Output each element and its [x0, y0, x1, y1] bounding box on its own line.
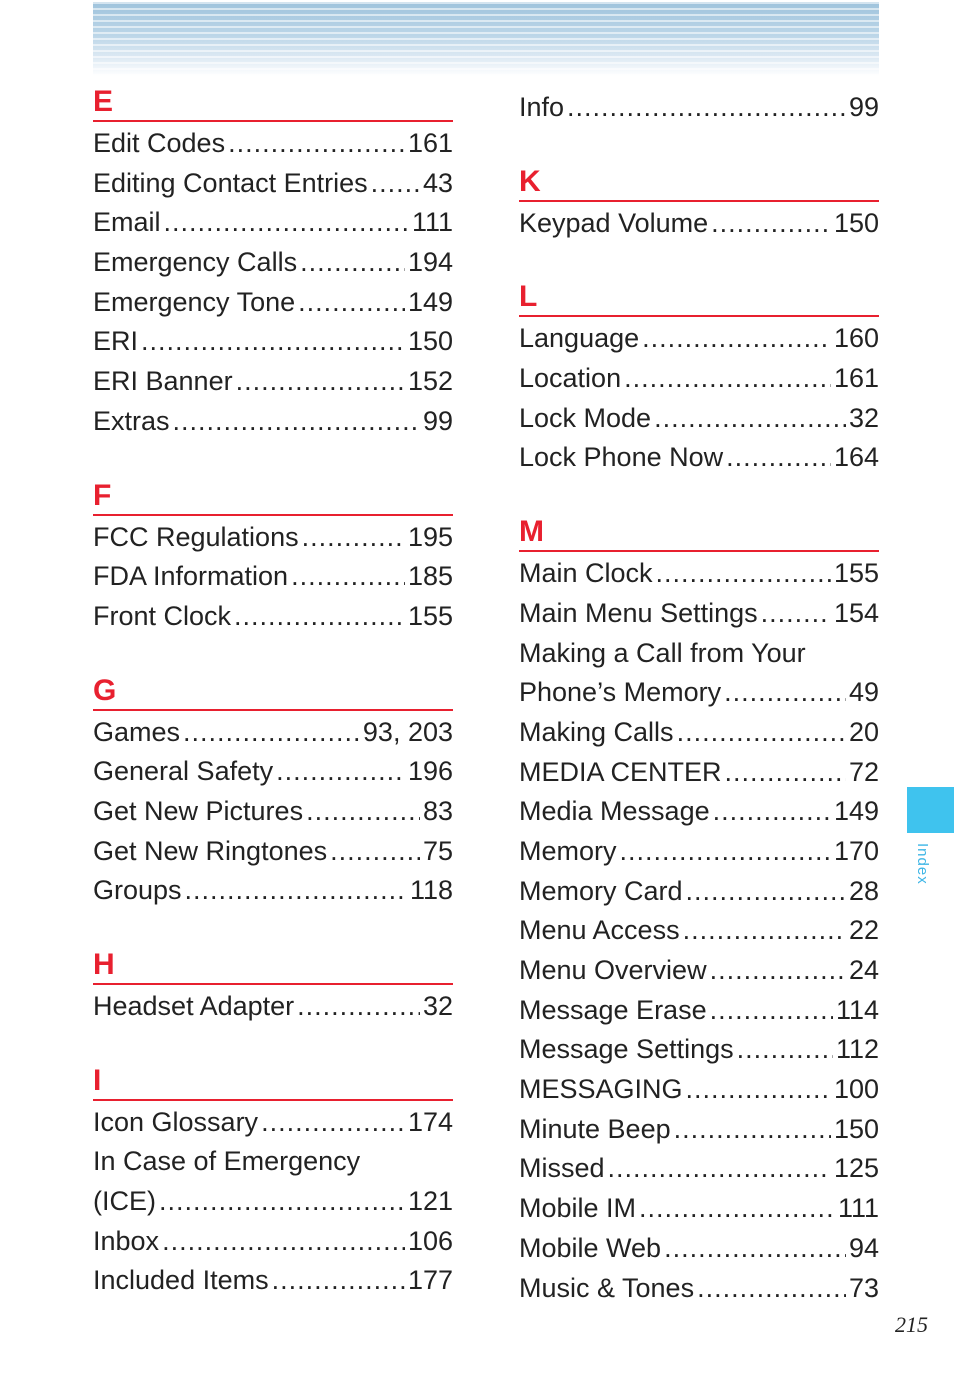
index-entry-list — [93, 124, 453, 442]
index-term: Phone’s Memory — [519, 677, 722, 708]
index-entry — [519, 951, 879, 991]
dot-leader — [677, 713, 846, 753]
index-page-ref: 155 — [407, 600, 453, 631]
index-entry — [519, 911, 879, 951]
index-page-ref: 121 — [407, 1186, 453, 1217]
index-entry — [93, 792, 453, 832]
index-page-ref: 49 — [848, 677, 879, 708]
index-page-ref: 100 — [833, 1074, 879, 1105]
index-entry — [93, 597, 453, 637]
dot-leader — [228, 124, 405, 164]
index-entry-list — [93, 713, 453, 911]
index-term: Making Calls — [519, 716, 674, 747]
index-term: Making a Call from Your — [519, 637, 806, 668]
dot-leader — [711, 204, 831, 244]
index-entry-list — [519, 319, 879, 478]
index-page-ref: 160 — [833, 323, 879, 354]
index-page-ref: 43 — [422, 167, 453, 198]
index-term: Keypad Volume — [519, 207, 709, 238]
section-letter: G — [93, 675, 453, 711]
dot-leader — [674, 1110, 831, 1150]
index-page-ref: 195 — [407, 521, 453, 552]
page-number: 215 — [895, 1312, 928, 1337]
index-page-ref: 72 — [848, 756, 879, 787]
dot-leader — [567, 88, 846, 128]
index-section — [519, 516, 879, 1308]
dot-leader — [724, 673, 846, 713]
index-entry — [519, 319, 879, 359]
dot-leader — [162, 1222, 405, 1262]
index-entry — [519, 1269, 879, 1309]
index-page-ref: 154 — [833, 597, 879, 628]
index-entry — [93, 1222, 453, 1262]
index-term: Minute Beep — [519, 1113, 671, 1144]
index-term: ERI — [93, 326, 139, 357]
index-entry — [519, 438, 879, 478]
index-section — [93, 675, 453, 911]
index-page-ref: 152 — [407, 366, 453, 397]
dot-leader — [236, 362, 405, 402]
index-term: Main Clock — [519, 558, 653, 589]
index-entry-list — [93, 1103, 453, 1301]
index-term: FDA Information — [93, 561, 289, 592]
header-banner — [93, 2, 879, 76]
index-page-ref: 111 — [837, 1193, 879, 1224]
section-letter: I — [93, 1065, 453, 1101]
index-page-ref: 155 — [833, 558, 879, 589]
index-entry — [519, 554, 879, 594]
index-term: ERI Banner — [93, 366, 233, 397]
dot-leader — [686, 872, 846, 912]
dot-leader — [300, 243, 405, 283]
index-page-ref: 174 — [407, 1106, 453, 1137]
index-entry — [93, 752, 453, 792]
index-term: In Case of Emergency — [93, 1146, 361, 1177]
index-entry — [93, 1182, 453, 1222]
dot-leader — [624, 359, 831, 399]
index-term: Mobile Web — [519, 1232, 662, 1263]
index-entry — [519, 1229, 879, 1269]
index-term: Inbox — [93, 1225, 160, 1256]
dot-leader — [683, 911, 846, 951]
dot-leader — [141, 322, 405, 362]
dot-leader — [185, 871, 407, 911]
dot-leader — [710, 991, 833, 1031]
dot-leader — [261, 1103, 405, 1143]
index-term: Front Clock — [93, 600, 232, 631]
index-entry — [93, 124, 453, 164]
index-term: Extras — [93, 405, 170, 436]
index-page-ref: 94 — [848, 1232, 879, 1263]
dot-leader — [697, 1269, 846, 1309]
dot-leader — [608, 1149, 831, 1189]
index-entry — [519, 713, 879, 753]
index-entry — [93, 713, 453, 753]
index-page-ref: 106 — [407, 1225, 453, 1256]
index-entry — [93, 402, 453, 442]
index-entry — [93, 203, 453, 243]
index-page-ref: 177 — [407, 1265, 453, 1296]
dot-leader — [276, 752, 405, 792]
index-entry — [93, 871, 453, 911]
index-page-ref: 20 — [848, 716, 879, 747]
dot-leader — [297, 987, 420, 1027]
dot-leader — [620, 832, 831, 872]
dot-leader — [291, 557, 405, 597]
section-tab-label: Index — [914, 843, 931, 885]
dot-leader — [656, 554, 831, 594]
index-entry-list — [519, 88, 879, 128]
index-page-ref: 149 — [407, 286, 453, 317]
index-entry — [519, 204, 879, 244]
dot-leader — [173, 402, 420, 442]
index-entry — [519, 359, 879, 399]
index-entry — [519, 594, 879, 634]
index-entry — [519, 1189, 879, 1229]
index-term: Headset Adapter — [93, 991, 295, 1021]
index-entry-list — [519, 554, 879, 1308]
index-page-ref: 150 — [407, 326, 453, 357]
index-term: Mobile IM — [519, 1193, 637, 1224]
index-term: Get New Ringtones — [93, 835, 328, 866]
index-term: Games — [93, 716, 181, 747]
index-term: Media Message — [519, 796, 710, 827]
index-column-left — [93, 86, 453, 1339]
index-entry — [519, 792, 879, 832]
dot-leader — [298, 283, 405, 323]
section-letter: M — [519, 516, 879, 552]
index-entry — [519, 634, 879, 674]
dot-leader — [164, 203, 409, 243]
dot-leader — [330, 832, 420, 872]
dot-leader — [234, 597, 405, 637]
index-section — [93, 949, 453, 1027]
index-entry — [93, 322, 453, 362]
dot-leader — [183, 713, 360, 753]
section-letter: K — [519, 166, 879, 202]
index-term: MESSAGING — [519, 1074, 683, 1105]
index-term: Email — [93, 207, 161, 238]
index-term: Missed — [519, 1153, 605, 1184]
index-term: Menu Overview — [519, 955, 707, 985]
index-term: Language — [519, 323, 640, 354]
index-entry — [93, 987, 453, 1027]
dot-leader — [664, 1229, 846, 1269]
index-term: Icon Glossary — [93, 1106, 259, 1137]
index-term: Message Erase — [519, 994, 707, 1025]
index-page-ref: 93, 203 — [362, 716, 453, 747]
index-page-ref: 32 — [422, 991, 453, 1021]
index-term: Memory Card — [519, 875, 683, 906]
index-term: Editing Contact Entries — [93, 167, 368, 198]
dot-leader — [710, 951, 846, 991]
index-page-ref: 125 — [833, 1153, 879, 1184]
index-page-ref: 185 — [407, 561, 453, 592]
index-entry — [93, 283, 453, 323]
index-term: Groups — [93, 875, 182, 906]
index-entry — [519, 832, 879, 872]
index-term: FCC Regulations — [93, 521, 299, 552]
index-entry — [93, 362, 453, 402]
index-page-ref: 161 — [407, 128, 453, 158]
index-entry — [93, 832, 453, 872]
index-page-ref: 118 — [409, 875, 453, 906]
dot-leader — [686, 1070, 831, 1110]
index-page-ref: 22 — [848, 915, 879, 946]
index-page-ref: 83 — [422, 795, 453, 826]
section-letter: F — [93, 480, 453, 516]
index-entry — [519, 88, 879, 128]
section-letter: E — [93, 86, 453, 122]
index-term: Location — [519, 363, 622, 394]
dot-leader — [371, 164, 420, 204]
index-entry — [93, 1103, 453, 1143]
index-page-ref: 150 — [833, 1113, 879, 1144]
section-letter: L — [519, 281, 879, 317]
index-page-ref: 99 — [422, 405, 453, 436]
index-term: MEDIA CENTER — [519, 756, 722, 787]
section-letter: H — [93, 949, 453, 985]
index-page-ref: 73 — [848, 1272, 879, 1303]
index-entry — [519, 872, 879, 912]
index-entry — [519, 991, 879, 1031]
index-page-ref: 24 — [848, 955, 879, 985]
dot-leader — [302, 518, 405, 558]
index-term: Edit Codes — [93, 128, 226, 158]
index-term: Menu Access — [519, 915, 680, 946]
index-entry — [519, 1110, 879, 1150]
index-term: Emergency Tone — [93, 286, 296, 317]
index-page-ref: 196 — [407, 756, 453, 787]
index-page-ref: 112 — [835, 1034, 879, 1065]
index-section — [519, 88, 879, 128]
dot-leader — [761, 594, 831, 634]
dot-leader — [726, 438, 831, 478]
index-page-ref: 28 — [848, 875, 879, 906]
index-entry — [519, 673, 879, 713]
dot-leader — [725, 753, 846, 793]
dot-leader — [642, 319, 831, 359]
dot-leader — [272, 1261, 405, 1301]
index-entry — [93, 557, 453, 597]
index-entry-list — [93, 518, 453, 637]
index-page-ref: 170 — [833, 835, 879, 866]
index-entry — [93, 1142, 453, 1182]
index-entry — [519, 1149, 879, 1189]
index-entry — [519, 399, 879, 439]
index-entry — [519, 1030, 879, 1070]
index-page-ref: 149 — [833, 796, 879, 827]
index-page-ref: 164 — [833, 442, 879, 473]
index-term: (ICE) — [93, 1186, 156, 1217]
index-section — [519, 166, 879, 244]
index-page-ref: 111 — [411, 207, 453, 238]
index-term: Lock Mode — [519, 402, 652, 433]
dot-leader — [639, 1189, 835, 1229]
index-term: Included Items — [93, 1265, 269, 1296]
index-entry — [93, 1261, 453, 1301]
index-term: Get New Pictures — [93, 795, 304, 826]
index-page-ref: 150 — [833, 207, 879, 238]
index-column-right — [519, 86, 879, 1346]
index-entry — [519, 1070, 879, 1110]
index-page-ref: 161 — [833, 363, 879, 394]
index-entry — [93, 243, 453, 283]
dot-leader — [654, 399, 846, 439]
index-section — [519, 281, 879, 478]
index-term: Emergency Calls — [93, 247, 298, 278]
index-term: General Safety — [93, 756, 274, 787]
index-page-ref: 75 — [422, 835, 453, 866]
index-page-ref: 32 — [848, 402, 879, 433]
index-term: Info — [519, 92, 565, 122]
index-page-ref: 114 — [835, 994, 879, 1025]
index-term: Lock Phone Now — [519, 442, 724, 473]
index-entry-list — [93, 987, 453, 1027]
index-term: Main Menu Settings — [519, 597, 758, 628]
dot-leader — [713, 792, 831, 832]
index-entry — [93, 164, 453, 204]
index-section — [93, 480, 453, 637]
section-tab-marker — [907, 787, 954, 833]
index-term: Memory — [519, 835, 617, 866]
index-entry — [93, 518, 453, 558]
index-page-ref: 194 — [407, 247, 453, 278]
dot-leader — [159, 1182, 405, 1222]
index-section — [93, 86, 453, 442]
index-page-ref: 99 — [848, 92, 879, 122]
index-section — [93, 1065, 453, 1301]
dot-leader — [737, 1030, 833, 1070]
index-term: Music & Tones — [519, 1272, 695, 1303]
index-entry — [519, 753, 879, 793]
dot-leader — [306, 792, 420, 832]
index-term: Message Settings — [519, 1034, 734, 1065]
index-entry-list — [519, 204, 879, 244]
